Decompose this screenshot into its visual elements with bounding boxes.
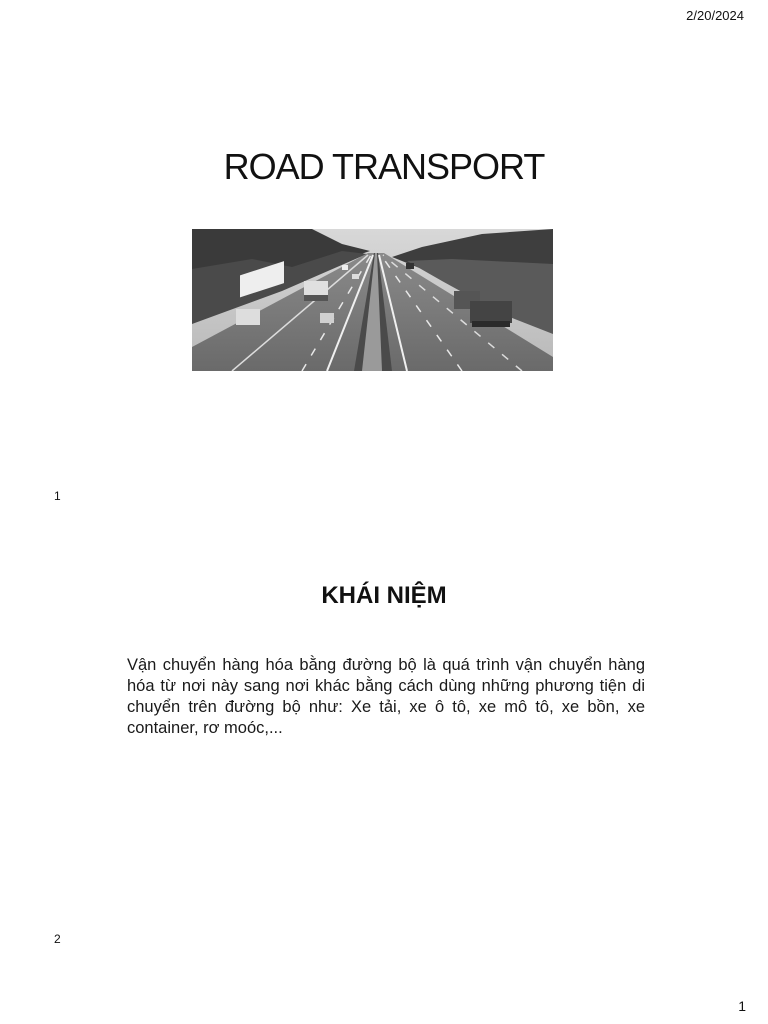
slide-title: ROAD TRANSPORT — [223, 146, 545, 187]
print-date: 2/20/2024 — [686, 8, 744, 23]
slide-body-text: Vận chuyển hàng hóa bằng đường bộ là quá trình vận chuyển hàng hóa từ nơi này sang nơi khác bằng cách dùng những phương tiện di chuyển trên đường bộ như: Xe tải, xe ô tô, xe mô tô, xe bồn, xe container, rơ moóc,... — [127, 656, 645, 737]
page-number: 1 — [738, 998, 746, 1014]
slide-number: 1 — [54, 489, 61, 503]
slide-heading: KHÁI NIỆM — [321, 582, 447, 609]
highway-photo — [192, 229, 553, 371]
slide-number: 2 — [54, 932, 61, 946]
